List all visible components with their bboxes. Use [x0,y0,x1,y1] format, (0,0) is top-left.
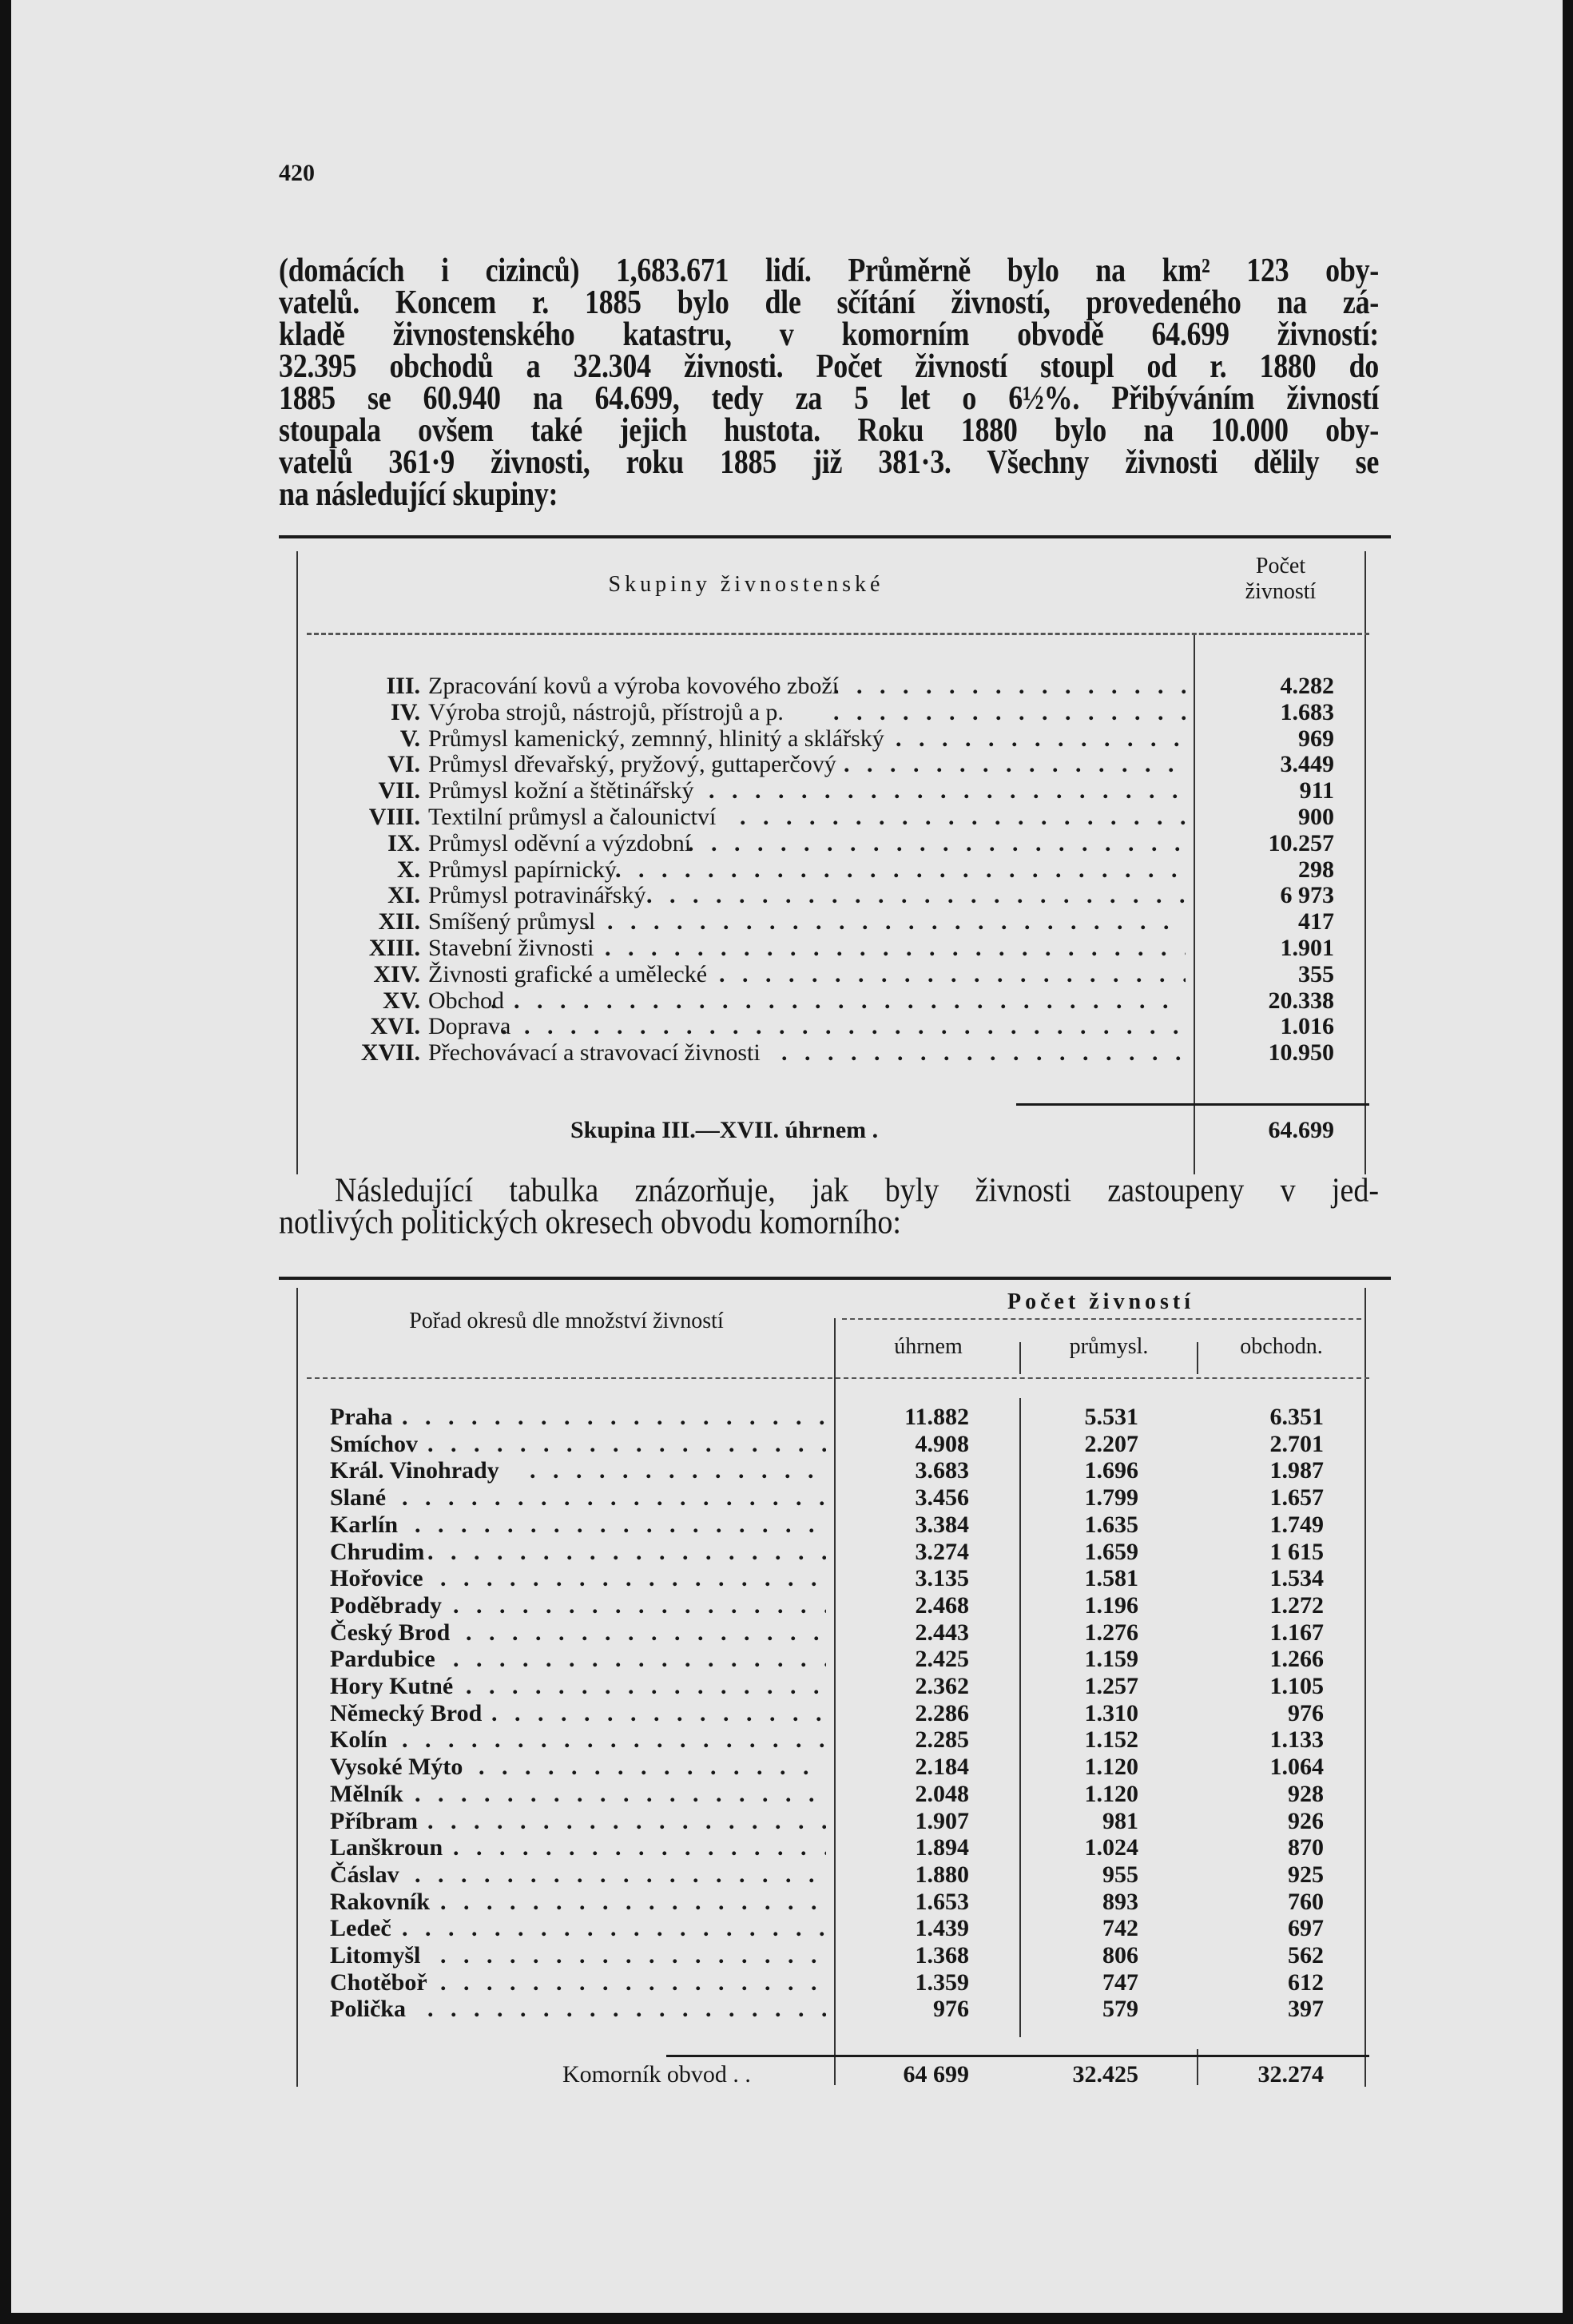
district-industry: 1.152 [1084,1726,1138,1754]
district-industry: 955 [1102,1861,1138,1888]
table-row [11,804,1369,830]
paragraph-districts [279,1171,1379,1241]
district-trade: 6.351 [1269,1404,1324,1430]
district-industry: 1.120 [1084,1780,1138,1807]
table-row [11,1754,1369,1780]
district-total: 1.439 [915,1915,969,1942]
text-line: 32.395 obchodů a 32.304 živnosti. Počet živností stoupl od r. 1880 do [279,347,1379,385]
district-trade: 1.167 [1269,1619,1324,1646]
table2-total-trade: 32.274 [1257,2061,1324,2088]
table-row [11,1673,1369,1699]
table1-sum-rule [1016,1103,1369,1106]
district-industry: 1.635 [1084,1511,1138,1538]
group-numeral: V. [399,725,420,752]
table-row [11,1781,1369,1807]
district-trade: 925 [1288,1861,1324,1888]
table2-total-industry: 32.425 [1072,2061,1138,2088]
table-row [11,1619,1369,1646]
table-row [11,1512,1369,1538]
district-name: Příbram [330,1807,418,1834]
district-total: 3.135 [915,1565,969,1592]
district-total: 1.880 [915,1861,969,1888]
district-trade: 1.749 [1269,1511,1324,1538]
district-industry: 747 [1102,1968,1138,1996]
group-count: 911 [1299,777,1334,804]
district-total: 1.653 [915,1888,969,1915]
table-row [11,1700,1369,1726]
district-total: 2.048 [915,1780,969,1807]
district-name: Litomyšl [330,1942,421,1968]
dot-leader [615,856,1186,883]
group-count: 6 973 [1280,882,1334,909]
district-total: 2.184 [915,1754,969,1781]
table2-total-label: Komorník obvod . . [562,2061,751,2088]
dot-leader [688,830,1186,856]
dot-leader [896,725,1186,752]
dot-leader [719,961,1186,987]
district-trade: 397 [1288,1996,1324,2023]
dot-leader [501,1013,1186,1039]
district-trade: 2.701 [1269,1430,1324,1457]
table-row [11,725,1369,752]
table-row [11,908,1369,935]
table2-col-industry: průmysl. [1069,1334,1149,1359]
district-total: 976 [933,1996,969,2023]
district-name: Karlín [330,1511,399,1538]
district-industry: 806 [1102,1942,1138,1968]
document-page [11,0,1563,2313]
table-row [11,935,1369,961]
district-industry: 1.257 [1084,1673,1138,1699]
district-industry: 1.120 [1084,1754,1138,1781]
table1-header-count-1: Počet [1255,554,1306,578]
district-trade: 1.272 [1269,1591,1324,1619]
group-label: Výroba strojů, nástrojů, přístrojů a p. [428,698,784,725]
group-label: Průmysl kožní a štětinářský [428,777,694,804]
text-line: stoupala ovšem také jejich hustota. Roku 1880 bylo na 10.000 oby- [279,411,1379,449]
group-numeral: XII. [378,908,420,936]
group-label: Obchod [428,987,504,1014]
group-numeral: III. [386,673,420,699]
dot-leader [453,1646,826,1672]
table-row [11,961,1369,987]
group-numeral: X. [396,856,420,883]
group-count: 355 [1298,960,1334,987]
table-row [11,830,1369,856]
group-numeral: VII. [378,777,420,804]
dot-leader [740,804,1186,830]
district-industry: 1.159 [1084,1646,1138,1673]
page-number: 420 [279,160,315,186]
table2-group-divider [842,1318,1361,1320]
district-name: Lanškroun [330,1834,443,1861]
district-name: Slané [330,1484,387,1512]
district-trade: 1.064 [1269,1754,1324,1781]
district-industry: 1.659 [1084,1538,1138,1565]
dot-leader [646,882,1186,908]
paragraph-intro [279,251,1379,513]
district-trade: 1.657 [1269,1484,1324,1512]
table-row [11,1484,1369,1511]
district-industry: 981 [1102,1807,1138,1834]
dot-leader [427,1431,826,1457]
dot-leader [440,1889,826,1915]
table-row [11,1808,1369,1834]
district-trade: 612 [1288,1968,1324,1996]
district-trade: 697 [1288,1915,1324,1942]
district-name: Praha [330,1404,393,1430]
district-total: 2.468 [915,1591,969,1619]
group-numeral: XI. [387,882,420,909]
text-line: vatelů. Koncem r. 1885 bylo dle sčítání živností, provedeného na zá- [279,283,1379,321]
group-label: Průmysl potravinářský [428,882,646,909]
dot-leader [415,1861,826,1888]
district-name: Kolín [330,1726,387,1754]
district-industry: 579 [1102,1996,1138,2023]
group-label: Doprava [428,1013,511,1040]
group-label: Průmysl dřevařský, pryžový, guttaperčový [428,751,836,778]
group-count: 4.282 [1280,673,1334,699]
group-numeral: VIII. [368,804,420,830]
district-name: Chrudim [330,1538,425,1565]
district-trade: 1.105 [1269,1673,1324,1699]
table-row [11,1539,1369,1565]
dot-leader [530,1457,826,1484]
group-count: 1.901 [1280,935,1334,961]
district-name: Český Brod [330,1619,451,1646]
group-numeral: XVII. [360,1039,420,1067]
district-trade: 926 [1288,1807,1324,1834]
dot-leader [427,1808,826,1834]
table-row [11,1861,1369,1888]
dot-leader [466,1619,826,1646]
dot-leader [402,1915,826,1941]
text-line: vatelů 361·9 živnosti, roku 1885 již 381·3. Všechny živnosti dělily se [279,443,1379,481]
group-label: Zpracování kovů a výroba kovového zboží [428,673,839,699]
group-count: 10.257 [1268,829,1334,856]
district-industry: 1.799 [1084,1484,1138,1512]
dot-leader [453,1592,826,1619]
table-row [11,777,1369,804]
dot-leader [466,1673,826,1699]
group-count: 1.016 [1280,1013,1334,1040]
table-row [11,1565,1369,1591]
group-count: 3.449 [1280,751,1334,778]
table1-header-group: Skupiny živnostenské [608,572,884,597]
group-numeral: IV. [391,698,420,725]
district-trade: 1.987 [1269,1457,1324,1484]
table-row [11,1726,1369,1753]
district-total: 11.882 [904,1404,969,1430]
district-name: Čáslav [330,1861,399,1888]
table-row [11,673,1369,699]
district-name: Smíchov [330,1430,419,1457]
dot-leader [833,699,1186,725]
table2-col-total: úhrnem [894,1334,963,1359]
district-total: 3.456 [915,1484,969,1512]
group-label: Přechovávací a stravovací živnosti [428,1039,761,1067]
group-label: Textilní průmysl a čalounictví [428,804,717,830]
table2-top-rule [279,1277,1391,1280]
district-industry: 1.276 [1084,1619,1138,1646]
table1-total-value: 64.699 [1268,1117,1334,1143]
district-total: 4.908 [915,1430,969,1457]
district-industry: 2.207 [1084,1430,1138,1457]
group-numeral: XIV. [373,960,420,987]
table-row [11,856,1369,883]
dot-leader [402,1484,826,1511]
dot-leader [402,1726,826,1753]
district-industry: 893 [1102,1888,1138,1915]
district-industry: 5.531 [1084,1404,1138,1430]
district-name: Rakovník [330,1888,431,1915]
group-label: Průmysl papírnický [428,856,617,883]
district-trade: 1.133 [1269,1726,1324,1754]
dot-leader [440,1969,826,1996]
dot-leader [491,1700,826,1726]
district-industry: 1.581 [1084,1565,1138,1592]
table2-col-trade: obchodn. [1240,1334,1323,1359]
district-total: 2.443 [915,1619,969,1646]
text-line: (domácích i cizinců) 1,683.671 lidí. Průměrně bylo na km² 123 oby- [279,251,1379,289]
group-numeral: IX. [387,829,420,856]
text-line: 1885 se 60.940 na 64.699, tedy za 5 let o 6½%. Přibýváním živností [279,379,1379,417]
group-numeral: XVI. [370,1013,420,1040]
district-name: Pardubice [330,1646,435,1673]
group-count: 900 [1298,804,1334,830]
group-count: 417 [1298,908,1334,936]
table-row [11,1013,1369,1039]
dot-leader [415,1781,826,1807]
table-row [11,1889,1369,1915]
district-total: 1.894 [915,1834,969,1861]
district-total: 2.362 [915,1673,969,1699]
text-line: Následující tabulka znázorňuje, jak byly živnosti zastoupeny v jed- [335,1171,1379,1210]
district-total: 1.368 [915,1942,969,1968]
dot-leader [415,1512,826,1538]
district-name: Vysoké Mýto [330,1754,463,1781]
table-row [11,1592,1369,1619]
district-trade: 976 [1288,1699,1324,1726]
district-trade: 1 615 [1269,1538,1324,1565]
district-name: Hory Kutné [330,1673,454,1699]
dot-leader [453,1834,826,1861]
district-industry: 1.310 [1084,1699,1138,1726]
group-label: Živnosti grafické a umělecké [428,960,708,987]
table-row [11,1969,1369,1996]
group-count: 298 [1298,856,1334,883]
group-label: Stavební živnosti [428,935,594,961]
group-numeral: XIII. [368,935,420,961]
district-name: Polička [330,1996,406,2023]
district-total: 3.274 [915,1538,969,1565]
district-name: Chotěboř [330,1968,427,1996]
table2-header-divider [307,1377,1369,1379]
dot-leader [427,1539,826,1565]
district-trade: 760 [1288,1888,1324,1915]
district-industry: 1.024 [1084,1834,1138,1861]
district-total: 3.384 [915,1511,969,1538]
table-row [11,882,1369,908]
dot-leader [844,751,1186,777]
dot-leader [479,1754,826,1780]
district-name: Poděbrady [330,1591,443,1619]
district-trade: 562 [1288,1942,1324,1968]
dot-leader [781,1039,1186,1066]
district-name: Mělník [330,1780,403,1807]
group-count: 1.683 [1280,698,1334,725]
district-trade: 870 [1288,1834,1324,1861]
table2-header-group: Počet živností [1007,1289,1195,1314]
group-count: 969 [1298,725,1334,752]
table-row [11,1996,1369,2022]
table-row [11,987,1369,1014]
text-line: notlivých politických okresech obvodu komorního: [279,1203,901,1241]
dot-leader [605,935,1186,961]
group-numeral: VI. [387,751,420,778]
text-line: na následující skupiny: [279,475,558,513]
table2-total-total: 64 699 [903,2061,969,2088]
table1-header-divider [307,633,1369,635]
table-row [11,1834,1369,1861]
district-total: 1.359 [915,1968,969,1996]
district-total: 2.286 [915,1699,969,1726]
table2-header-district: Pořad okresů dle množství živností [409,1309,724,1333]
district-name: Ledeč [330,1915,391,1942]
district-trade: 1.534 [1269,1565,1324,1592]
district-industry: 1.196 [1084,1591,1138,1619]
dot-leader [427,1996,826,2022]
district-total: 2.425 [915,1646,969,1673]
dot-leader [833,673,1186,699]
text-line: kladě živnostenského katastru, v komorním obvodě 64.699 živností: [279,315,1379,353]
table-row [11,1457,1369,1484]
table-row [11,1915,1369,1941]
dot-leader [440,1565,826,1591]
district-industry: 1.696 [1084,1457,1138,1484]
dot-leader [491,987,1186,1014]
dot-leader [709,777,1186,804]
district-total: 3.683 [915,1457,969,1484]
table-row [11,699,1369,725]
group-label: Průmysl kamenický, zemnný, hlinitý a sklářský [428,725,884,752]
table2-sum-rule [666,2055,1369,2057]
table1-total-label: Skupina III.—XVII. úhrnem . [570,1117,879,1143]
district-name: Hořovice [330,1565,423,1592]
group-label: Smíšený průmysl [428,908,596,936]
dot-leader [584,908,1186,935]
dot-leader [440,1942,826,1968]
district-trade: 928 [1288,1780,1324,1807]
district-total: 1.907 [915,1807,969,1834]
district-name: Král. Vinohrady [330,1457,499,1484]
table1-top-rule [279,535,1391,538]
table-row [11,751,1369,777]
table1-header-count-2: živností [1245,579,1317,604]
group-count: 10.950 [1268,1039,1334,1067]
table-row [11,1431,1369,1457]
group-label: Průmysl oděvní a výzdobní [428,829,692,856]
dot-leader [402,1404,826,1430]
district-name: Německý Brod [330,1699,483,1726]
table-row [11,1942,1369,1968]
table-row [11,1404,1369,1430]
table-row [11,1039,1369,1066]
table-row [11,1646,1369,1672]
district-trade: 1.266 [1269,1646,1324,1673]
group-numeral: XV. [383,987,420,1014]
district-total: 2.285 [915,1726,969,1754]
group-count: 20.338 [1268,987,1334,1014]
district-industry: 742 [1102,1915,1138,1942]
